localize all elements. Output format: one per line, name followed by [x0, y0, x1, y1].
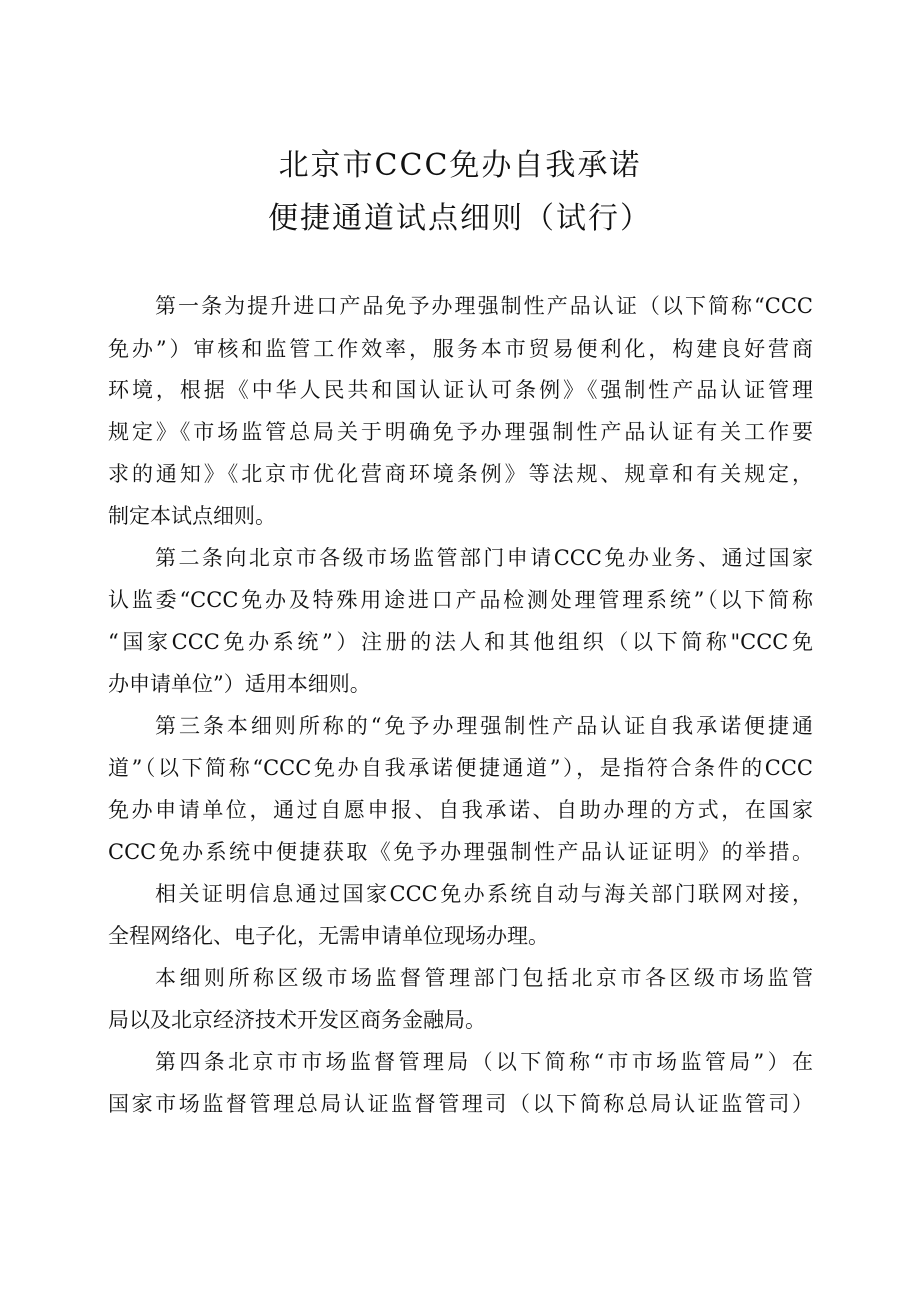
- paragraph-line: 免办申请单位，通过自愿申报、自我承诺、自助办理的方式，在国家: [108, 798, 813, 822]
- paragraph-line: “国家CCC免办系统”）注册的法人和其他组织（以下简称"CCC免: [108, 630, 813, 654]
- paragraph-line: 制定本试点细则。: [108, 504, 276, 528]
- paragraph-line: 免办”）审核和监管工作效率，服务本市贸易便利化，构建良好营商: [108, 337, 813, 361]
- document-title-line-2: 便捷通道试点细则（试行）: [268, 201, 652, 236]
- paragraph-line: 第二条向北京市各级市场监管部门申请CCC免办业务、通过国家: [155, 546, 813, 570]
- document-title-line-1: 北京市CCC免办自我承诺: [278, 148, 642, 183]
- paragraph-line: 道”（以下简称“CCC免办自我承诺便捷通道”），是指符合条件的CCC: [108, 756, 813, 780]
- paragraph-line: 第三条本细则所称的“免予办理强制性产品认证自我承诺便捷通: [155, 714, 813, 738]
- paragraph-line: CCC免办系统中便捷获取《免予办理强制性产品认证证明》的举措。: [108, 840, 813, 864]
- paragraph-line: 环境，根据《中华人民共和国认证认可条例》《强制性产品认证管理: [108, 378, 813, 402]
- paragraph-line: 第一条为提升进口产品免予办理强制性产品认证（以下简称“CCC: [155, 294, 813, 318]
- paragraph-line: 全程网络化、电子化，无需申请单位现场办理。: [108, 924, 549, 948]
- paragraph-line: 本细则所称区级市场监督管理部门包括北京市各区级市场监管: [155, 966, 813, 990]
- paragraph-line: 局以及北京经济技术开发区商务金融局。: [108, 1008, 486, 1032]
- paragraph-line: 办申请单位”）适用本细则。: [108, 672, 371, 696]
- paragraph-line: 认监委“CCC免办及特殊用途进口产品检测处理管理系统”（以下简称: [108, 588, 813, 612]
- paragraph-line: 求的通知》《北京市优化营商环境条例》等法规、规章和有关规定，: [108, 462, 813, 486]
- paragraph-line: 相关证明信息通过国家CCC免办系统自动与海关部门联网对接，: [155, 882, 813, 906]
- paragraph-line: 规定》《市场监管总局关于明确免予办理强制性产品认证有关工作要: [108, 420, 813, 444]
- paragraph-line: 第四条北京市市场监督管理局（以下简称“市市场监管局”）在: [155, 1050, 813, 1074]
- paragraph-line: 国家市场监督管理总局认证监督管理司（以下简称总局认证监管司）: [108, 1092, 813, 1116]
